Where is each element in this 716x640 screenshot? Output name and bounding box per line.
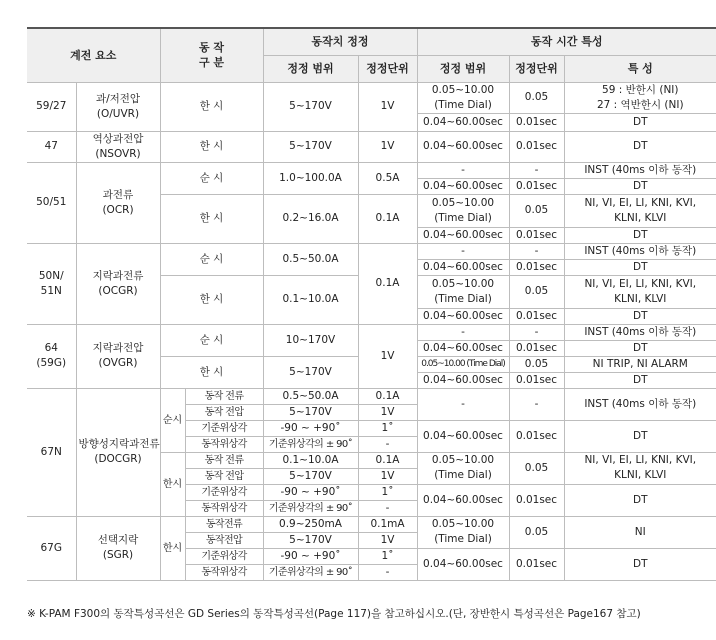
time-unit: 0.01sec	[509, 420, 564, 452]
relay-name: 과/저전압 (O/UVR)	[76, 82, 160, 131]
setting-unit: -	[358, 500, 417, 516]
time-range: -	[417, 162, 509, 178]
characteristic: NI TRIP, NI ALARM	[564, 356, 716, 372]
time-range: 0.05~10.00 (Time Dial)	[417, 452, 509, 484]
time-range: -	[417, 324, 509, 340]
time-range: 0.04~60.00sec	[417, 259, 509, 275]
setting-unit: 1˚	[358, 484, 417, 500]
setting-range: 5~170V	[263, 404, 358, 420]
time-unit: 0.05	[509, 194, 564, 227]
header-time-char: 동작 시간 특성	[417, 28, 716, 55]
time-range: 0.05~10.00 (Time Dial)	[417, 275, 509, 308]
characteristic: NI, VI, EI, LI, KNI, KVI, KLNI, KLVI	[564, 275, 716, 308]
op-class: 순 시	[160, 324, 263, 356]
setting-range: 5~170V	[263, 131, 358, 162]
time-unit: 0.01sec	[509, 548, 564, 580]
setting-unit: 1V	[358, 82, 417, 131]
table-row	[27, 324, 716, 340]
time-unit: 0.05	[509, 82, 564, 113]
relay-code: 50N/ 51N	[27, 243, 76, 324]
time-range: 0.05~10.00 (Time Dial)	[417, 82, 509, 113]
header-pickup-setting: 동작치 정정	[263, 28, 417, 55]
relay-code: 47	[27, 131, 76, 162]
op-class: 한시	[160, 516, 185, 580]
setting-unit: -	[358, 564, 417, 580]
param-name: 동작 전류	[185, 452, 263, 468]
table-row	[27, 82, 716, 113]
setting-unit: 0.1A	[358, 388, 417, 404]
time-unit: 0.01sec	[509, 131, 564, 162]
time-range: 0.04~60.00sec	[417, 484, 509, 516]
setting-range: 1.0~100.0A	[263, 162, 358, 194]
setting-unit: 1V	[358, 131, 417, 162]
setting-unit: 1V	[358, 404, 417, 420]
param-name: 동작위상각	[185, 564, 263, 580]
time-unit: -	[509, 162, 564, 178]
header-setting-unit: 정정단위	[358, 55, 417, 82]
setting-unit: 0.1A	[358, 194, 417, 243]
time-range: 0.04~60.00sec	[417, 420, 509, 452]
setting-unit: -	[358, 436, 417, 452]
characteristic: DT	[564, 372, 716, 388]
header-characteristic: 특 성	[564, 55, 716, 82]
characteristic: 59 : 반한시 (NI) 27 : 역반한시 (NI)	[564, 82, 716, 113]
relay-name: 선택지락 (SGR)	[76, 516, 160, 580]
time-range: 0.04~60.00sec	[417, 308, 509, 324]
time-unit: 0.01sec	[509, 308, 564, 324]
setting-range: 0.1~10.0A	[263, 452, 358, 468]
table-row	[27, 131, 716, 162]
setting-unit: 0.1mA	[358, 516, 417, 532]
param-name: 동작 전압	[185, 404, 263, 420]
characteristic: DT	[564, 308, 716, 324]
characteristic: DT	[564, 548, 716, 580]
relay-code: 67G	[27, 516, 76, 580]
header-setting-range: 정정 범위	[263, 55, 358, 82]
setting-range: 10~170V	[263, 324, 358, 356]
relay-code: 50/51	[27, 162, 76, 243]
param-name: 동작위상각	[185, 500, 263, 516]
time-unit: 0.01sec	[509, 340, 564, 356]
time-range: 0.04~60.00sec	[417, 178, 509, 194]
footnote: ※ K-PAM F300의 동작특성곡선은 GD Series의 동작특성곡선(Page 117)을 참고하십시오.(단, 장반한시 특성곡선은 Page167 참고)	[27, 608, 641, 620]
characteristic: DT	[564, 484, 716, 516]
setting-unit: 1V	[358, 324, 417, 388]
relay-name: 역상과전압 (NSOVR)	[76, 131, 160, 162]
op-class: 한 시	[160, 194, 263, 243]
characteristic: INST (40ms 이하 동작)	[564, 162, 716, 178]
time-unit: 0.01sec	[509, 178, 564, 194]
time-range: 0.04~60.00sec	[417, 131, 509, 162]
setting-range: 기준위상각의 ± 90˚	[263, 500, 358, 516]
relay-code: 64 (59G)	[27, 324, 76, 388]
characteristic: DT	[564, 113, 716, 131]
time-range: 0.04~60.00sec	[417, 340, 509, 356]
param-name: 기준위상각	[185, 548, 263, 564]
param-name: 동작 전류	[185, 388, 263, 404]
time-unit: 0.01sec	[509, 259, 564, 275]
setting-range: -90 ~ +90˚	[263, 420, 358, 436]
time-unit: 0.05	[509, 516, 564, 548]
characteristic: INST (40ms 이하 동작)	[564, 324, 716, 340]
op-class: 순 시	[160, 162, 263, 194]
characteristic: DT	[564, 131, 716, 162]
time-range: 0.05~10.00 (Time Dial)	[417, 516, 509, 548]
setting-unit: 1V	[358, 532, 417, 548]
header-op-class: 동 작 구 분	[160, 28, 263, 82]
header-relay-element: 계전 요소	[27, 28, 160, 82]
characteristic: DT	[564, 340, 716, 356]
time-unit: 0.05	[509, 356, 564, 372]
characteristic: NI, VI, EI, LI, KNI, KVI, KLNI, KLVI	[564, 452, 716, 484]
setting-range: 0.1~10.0A	[263, 275, 358, 324]
setting-unit: 0.5A	[358, 162, 417, 194]
time-range: 0.05~10.00 (Time Dial)	[417, 194, 509, 227]
setting-range: -90 ~ +90˚	[263, 484, 358, 500]
setting-range: 5~170V	[263, 82, 358, 131]
time-unit: 0.05	[509, 275, 564, 308]
characteristic: NI, VI, EI, LI, KNI, KVI, KLNI, KLVI	[564, 194, 716, 227]
time-unit: 0.01sec	[509, 227, 564, 243]
time-unit: 0.05	[509, 452, 564, 484]
characteristic: NI	[564, 516, 716, 548]
table-row	[27, 388, 716, 404]
op-class: 한 시	[160, 275, 263, 324]
time-unit: -	[509, 243, 564, 259]
setting-range: 0.9~250mA	[263, 516, 358, 532]
relay-name: 방향성지락과전류 (DOCGR)	[76, 388, 160, 516]
setting-range: 0.5~50.0A	[263, 388, 358, 404]
param-name: 동작전류	[185, 516, 263, 532]
header-time-setting-unit: 정정단위	[509, 55, 564, 82]
setting-range: 기준위상각의 ± 90˚	[263, 564, 358, 580]
setting-range: 5~170V	[263, 356, 358, 388]
param-name: 동작 전압	[185, 468, 263, 484]
time-range: 0.04~60.00sec	[417, 372, 509, 388]
param-name: 동작위상각	[185, 436, 263, 452]
op-class: 한 시	[160, 356, 263, 388]
setting-unit: 1˚	[358, 548, 417, 564]
setting-range: 5~170V	[263, 532, 358, 548]
characteristic: INST (40ms 이하 동작)	[564, 243, 716, 259]
relay-code: 59/27	[27, 82, 76, 131]
relay-spec-table	[27, 27, 716, 581]
characteristic: DT	[564, 420, 716, 452]
setting-range: 기준위상각의 ± 90˚	[263, 436, 358, 452]
setting-range: 0.5~50.0A	[263, 243, 358, 275]
setting-unit: 0.1A	[358, 243, 417, 324]
op-class: 한 시	[160, 131, 263, 162]
time-unit: -	[509, 324, 564, 340]
characteristic: DT	[564, 259, 716, 275]
table-row	[27, 516, 716, 532]
time-unit: -	[509, 388, 564, 420]
param-name: 기준위상각	[185, 420, 263, 436]
time-range: 0.04~60.00sec	[417, 548, 509, 580]
time-unit: 0.01sec	[509, 372, 564, 388]
time-unit: 0.01sec	[509, 484, 564, 516]
header-time-setting-range: 정정 범위	[417, 55, 509, 82]
time-range: 0.04~60.00sec	[417, 227, 509, 243]
characteristic: DT	[564, 227, 716, 243]
setting-range: 0.2~16.0A	[263, 194, 358, 243]
time-unit: 0.01sec	[509, 113, 564, 131]
time-range: 0.05~10.00 (Time Dial)	[417, 356, 509, 372]
characteristic: INST (40ms 이하 동작)	[564, 388, 716, 420]
relay-name: 지락과전류 (OCGR)	[76, 243, 160, 324]
setting-unit: 1˚	[358, 420, 417, 436]
op-class: 한 시	[160, 82, 263, 131]
characteristic: DT	[564, 178, 716, 194]
setting-unit: 1V	[358, 468, 417, 484]
time-range: -	[417, 388, 509, 420]
time-range: -	[417, 243, 509, 259]
relay-name: 과전류 (OCR)	[76, 162, 160, 243]
param-name: 동작전압	[185, 532, 263, 548]
setting-unit: 0.1A	[358, 452, 417, 468]
table-row	[27, 243, 716, 259]
table-row	[27, 162, 716, 178]
relay-code: 67N	[27, 388, 76, 516]
time-range: 0.04~60.00sec	[417, 113, 509, 131]
relay-name: 지락과전압 (OVGR)	[76, 324, 160, 388]
op-class: 순시	[160, 388, 185, 452]
setting-range: 5~170V	[263, 468, 358, 484]
op-class: 순 시	[160, 243, 263, 275]
setting-range: -90 ~ +90˚	[263, 548, 358, 564]
op-class: 한시	[160, 452, 185, 516]
param-name: 기준위상각	[185, 484, 263, 500]
relay-spec-table-wrapper	[27, 27, 716, 581]
